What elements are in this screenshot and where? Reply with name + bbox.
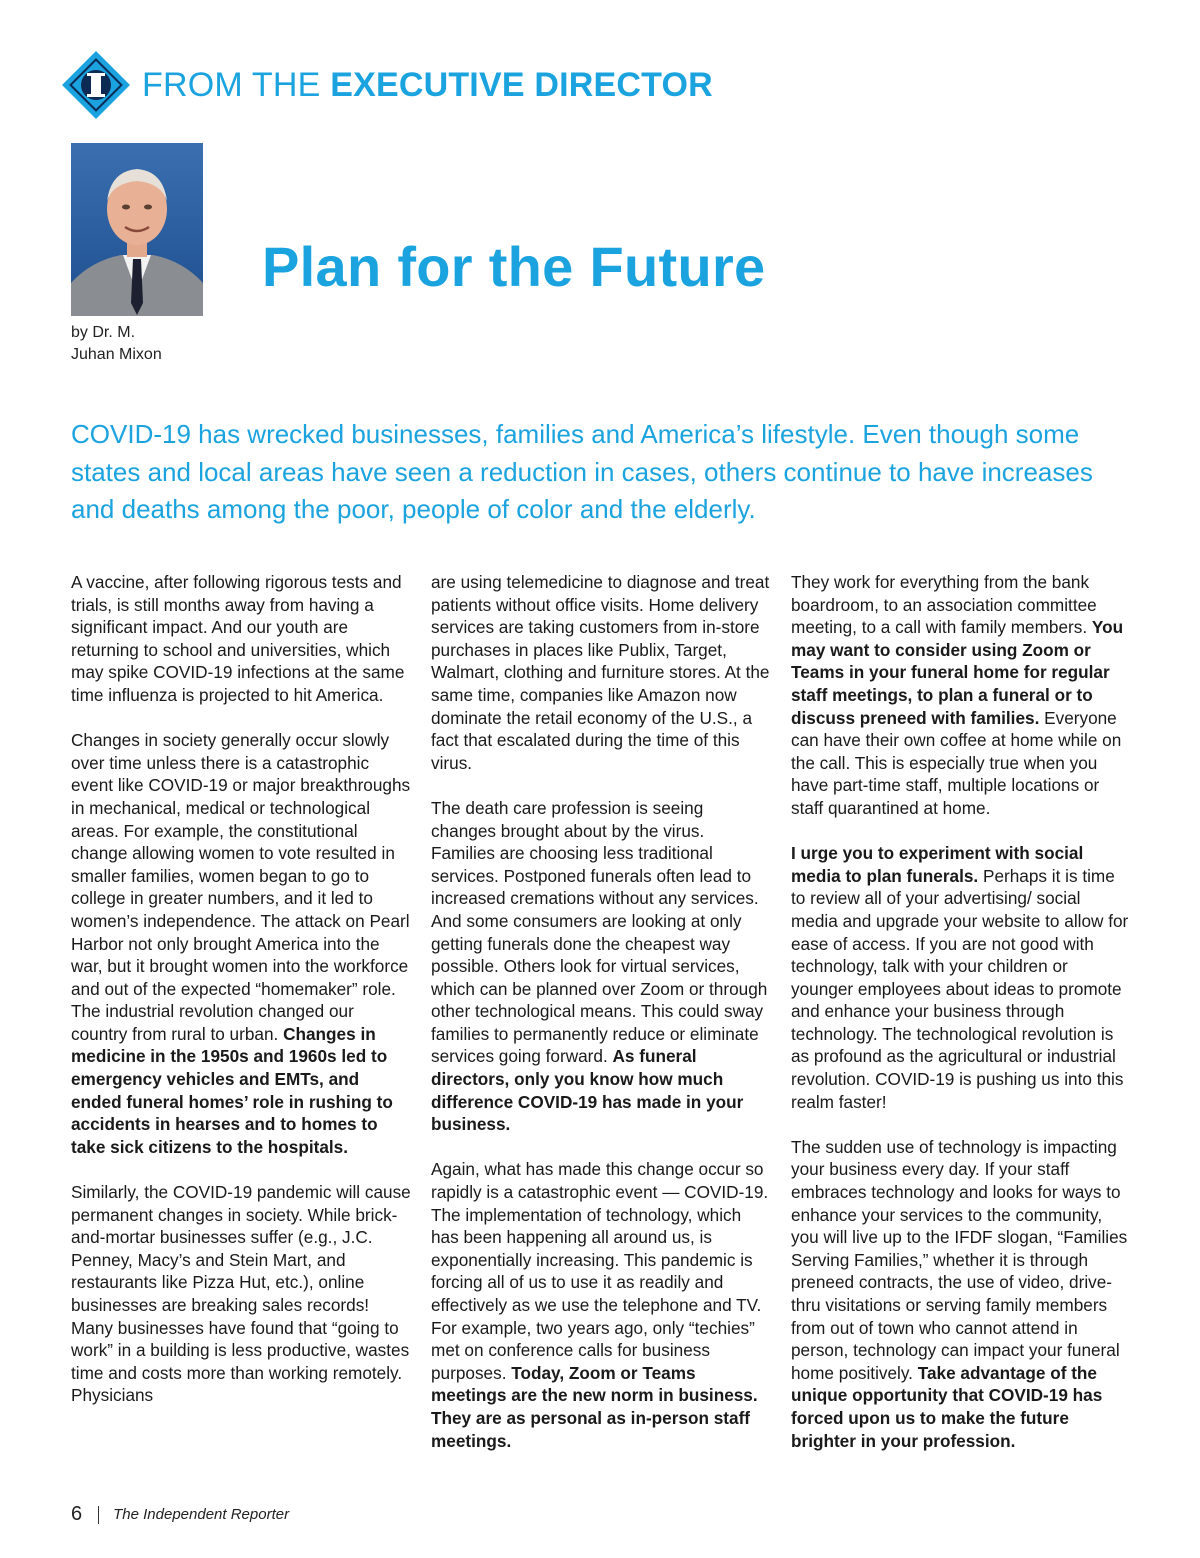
paragraph-emphasis: Changes in medicine in the 1950s and 1960s led to emergency vehicles and EMTs, and ended funeral homes’ role in rushing to accidents in hearses and to homes to take sick citizens to the hospitals. [71, 1023, 393, 1157]
article-column-2 [431, 571, 771, 1452]
paragraph: are using telemedicine to diagnose and treat patients without office visits. Home delivery services are taking customers from in-store purchases in places like Publix, Target, Walmart, clothing and furniture stores. At the same time, companies like Amazon now dominate the retail economy of the U.S., a fact that escalated during the time of this virus. [431, 572, 770, 773]
paragraph [71, 729, 411, 1158]
ifdf-logo-icon [62, 51, 130, 119]
page-number: 6 [71, 1503, 83, 1525]
paragraph-text: Changes in society generally occur slowly over time unless there is a catastrophic event like COVID-19 or major breakthroughs in mechanical, medical or technological areas. For example, the constitutional change allowing women to vote resulted in smaller families, women began to go to college in greater numbers, and it led to women’s independence. The attack on Pearl Harbor not only brought America into the war, but it brought women into the workforce and out of the expected “homemaker” role. The industrial revolution changed our country from rural to urban. [71, 730, 411, 1044]
paragraph: Similarly, the COVID-19 pandemic will cause permanent changes in society. While brick-and-mortar businesses suffer (e.g., J.C. Penney, Macy’s and Stein Mart, and restaurants like Pizza Hut, etc.), online businesses are breaking sales records! Many businesses have found that “going to work” in a building is less productive, wastes time and costs more than working remotely. Physicians [71, 1182, 411, 1406]
paragraph-emphasis: Take advantage of the unique opportunity that COVID-19 has forced upon us to make the future brighter in your profession. [791, 1362, 1103, 1451]
author-photo [71, 143, 203, 316]
paragraph-text: The sudden use of technology is impacting your business every day. If your staff embraces technology and looks for ways to enhance your services to the community, you will live up to the IFDF slogan, “Families Serving Families,” whether it is through preneed contracts, the use of video, drive-thru visitations or serving family members from out of town who cannot attend in person, technology can impact your funeral home positively. [791, 1136, 1128, 1383]
section-title-bold: EXECUTIVE DIRECTOR [330, 66, 713, 104]
article-column-3 [791, 571, 1131, 1452]
paragraph [791, 842, 1131, 1113]
article-headline: Plan for the Future [262, 235, 766, 298]
section-title-light: FROM THE [142, 66, 321, 104]
paragraph-emphasis: As funeral directors, only you know how much difference COVID-19 has made in your business. [431, 1046, 744, 1135]
paragraph-text: Everyone can have their own coffee at home while on the call. This is especially true when you have part-time staff, multiple locations or staff quarantined at home. [791, 707, 1122, 818]
paragraph-text: They work for everything from the bank boardroom, to an association committee meeting, to a call with family members. [791, 572, 1097, 638]
paragraph-emphasis: I urge you to experiment with social media to plan funerals. [791, 843, 1084, 886]
paragraph-text: Again, what has made this change occur so rapidly is a catastrophic event — COVID-19. The implementation of technology, which has been happening all around us, is exponentially increasing. This pandemic is forcing all of us to use it as readily and effectively as we use the telephone and TV. For example, two years ago, only “techies” met on conference calls for business purposes. [431, 1159, 769, 1383]
paragraph-text: Perhaps it is time to review all of your advertising/ social media and upgrade your website to allow for ease of access. If you are not good with technology, talk with your children or younger employees about ideas to promote and enhance your business through technology. The technological revolution is as profound as the agricultural or industrial revolution. COVID-19 is pushing us into this realm faster! [791, 865, 1129, 1112]
section-header [62, 50, 713, 120]
paragraph [791, 1136, 1131, 1452]
paragraph-emphasis: Today, Zoom or Teams meetings are the new norm in business. They are as personal as in-person staff meetings. [431, 1362, 758, 1451]
paragraph [431, 1158, 771, 1452]
intro-paragraph: COVID-19 has wrecked businesses, families and America’s lifestyle. Even though some states and local areas have seen a reduction in cases, others continue to have increases and deaths among the poor, people of color and the elderly. [71, 419, 1093, 524]
byline-line-2: Juhan Mixon [71, 346, 162, 363]
publication-name: The Independent Reporter [113, 1506, 290, 1523]
section-title [142, 68, 713, 102]
paragraph: A vaccine, after following rigorous tests and trials, is still months away from having a significant impact. And our youth are returning to school and universities, which may spike COVID-19 infections at the same time influenza is projected to hit America. [71, 572, 405, 705]
paragraph-emphasis: You may want to consider using Zoom or Teams in your funeral home for regular staff meetings, to plan a funeral or to discuss preneed with families. [791, 617, 1124, 728]
footer-divider [98, 1506, 99, 1524]
paragraph-text: The death care profession is seeing changes brought about by the virus. Families are choosing less traditional services. Postponed funerals often lead to increased cremations without any services. And some consumers are looking at only getting funerals done the cheapest way possible. Others look for virtual services, which can be planned over Zoom or through other technological means. This could sway families to permanently reduce or eliminate services going forward. [431, 797, 768, 1067]
paragraph [791, 571, 1131, 820]
article-column-1 [71, 571, 411, 1407]
byline-line-1: by Dr. M. [71, 324, 136, 341]
byline [71, 322, 162, 366]
paragraph [431, 797, 771, 1136]
page-footer [71, 1503, 289, 1526]
